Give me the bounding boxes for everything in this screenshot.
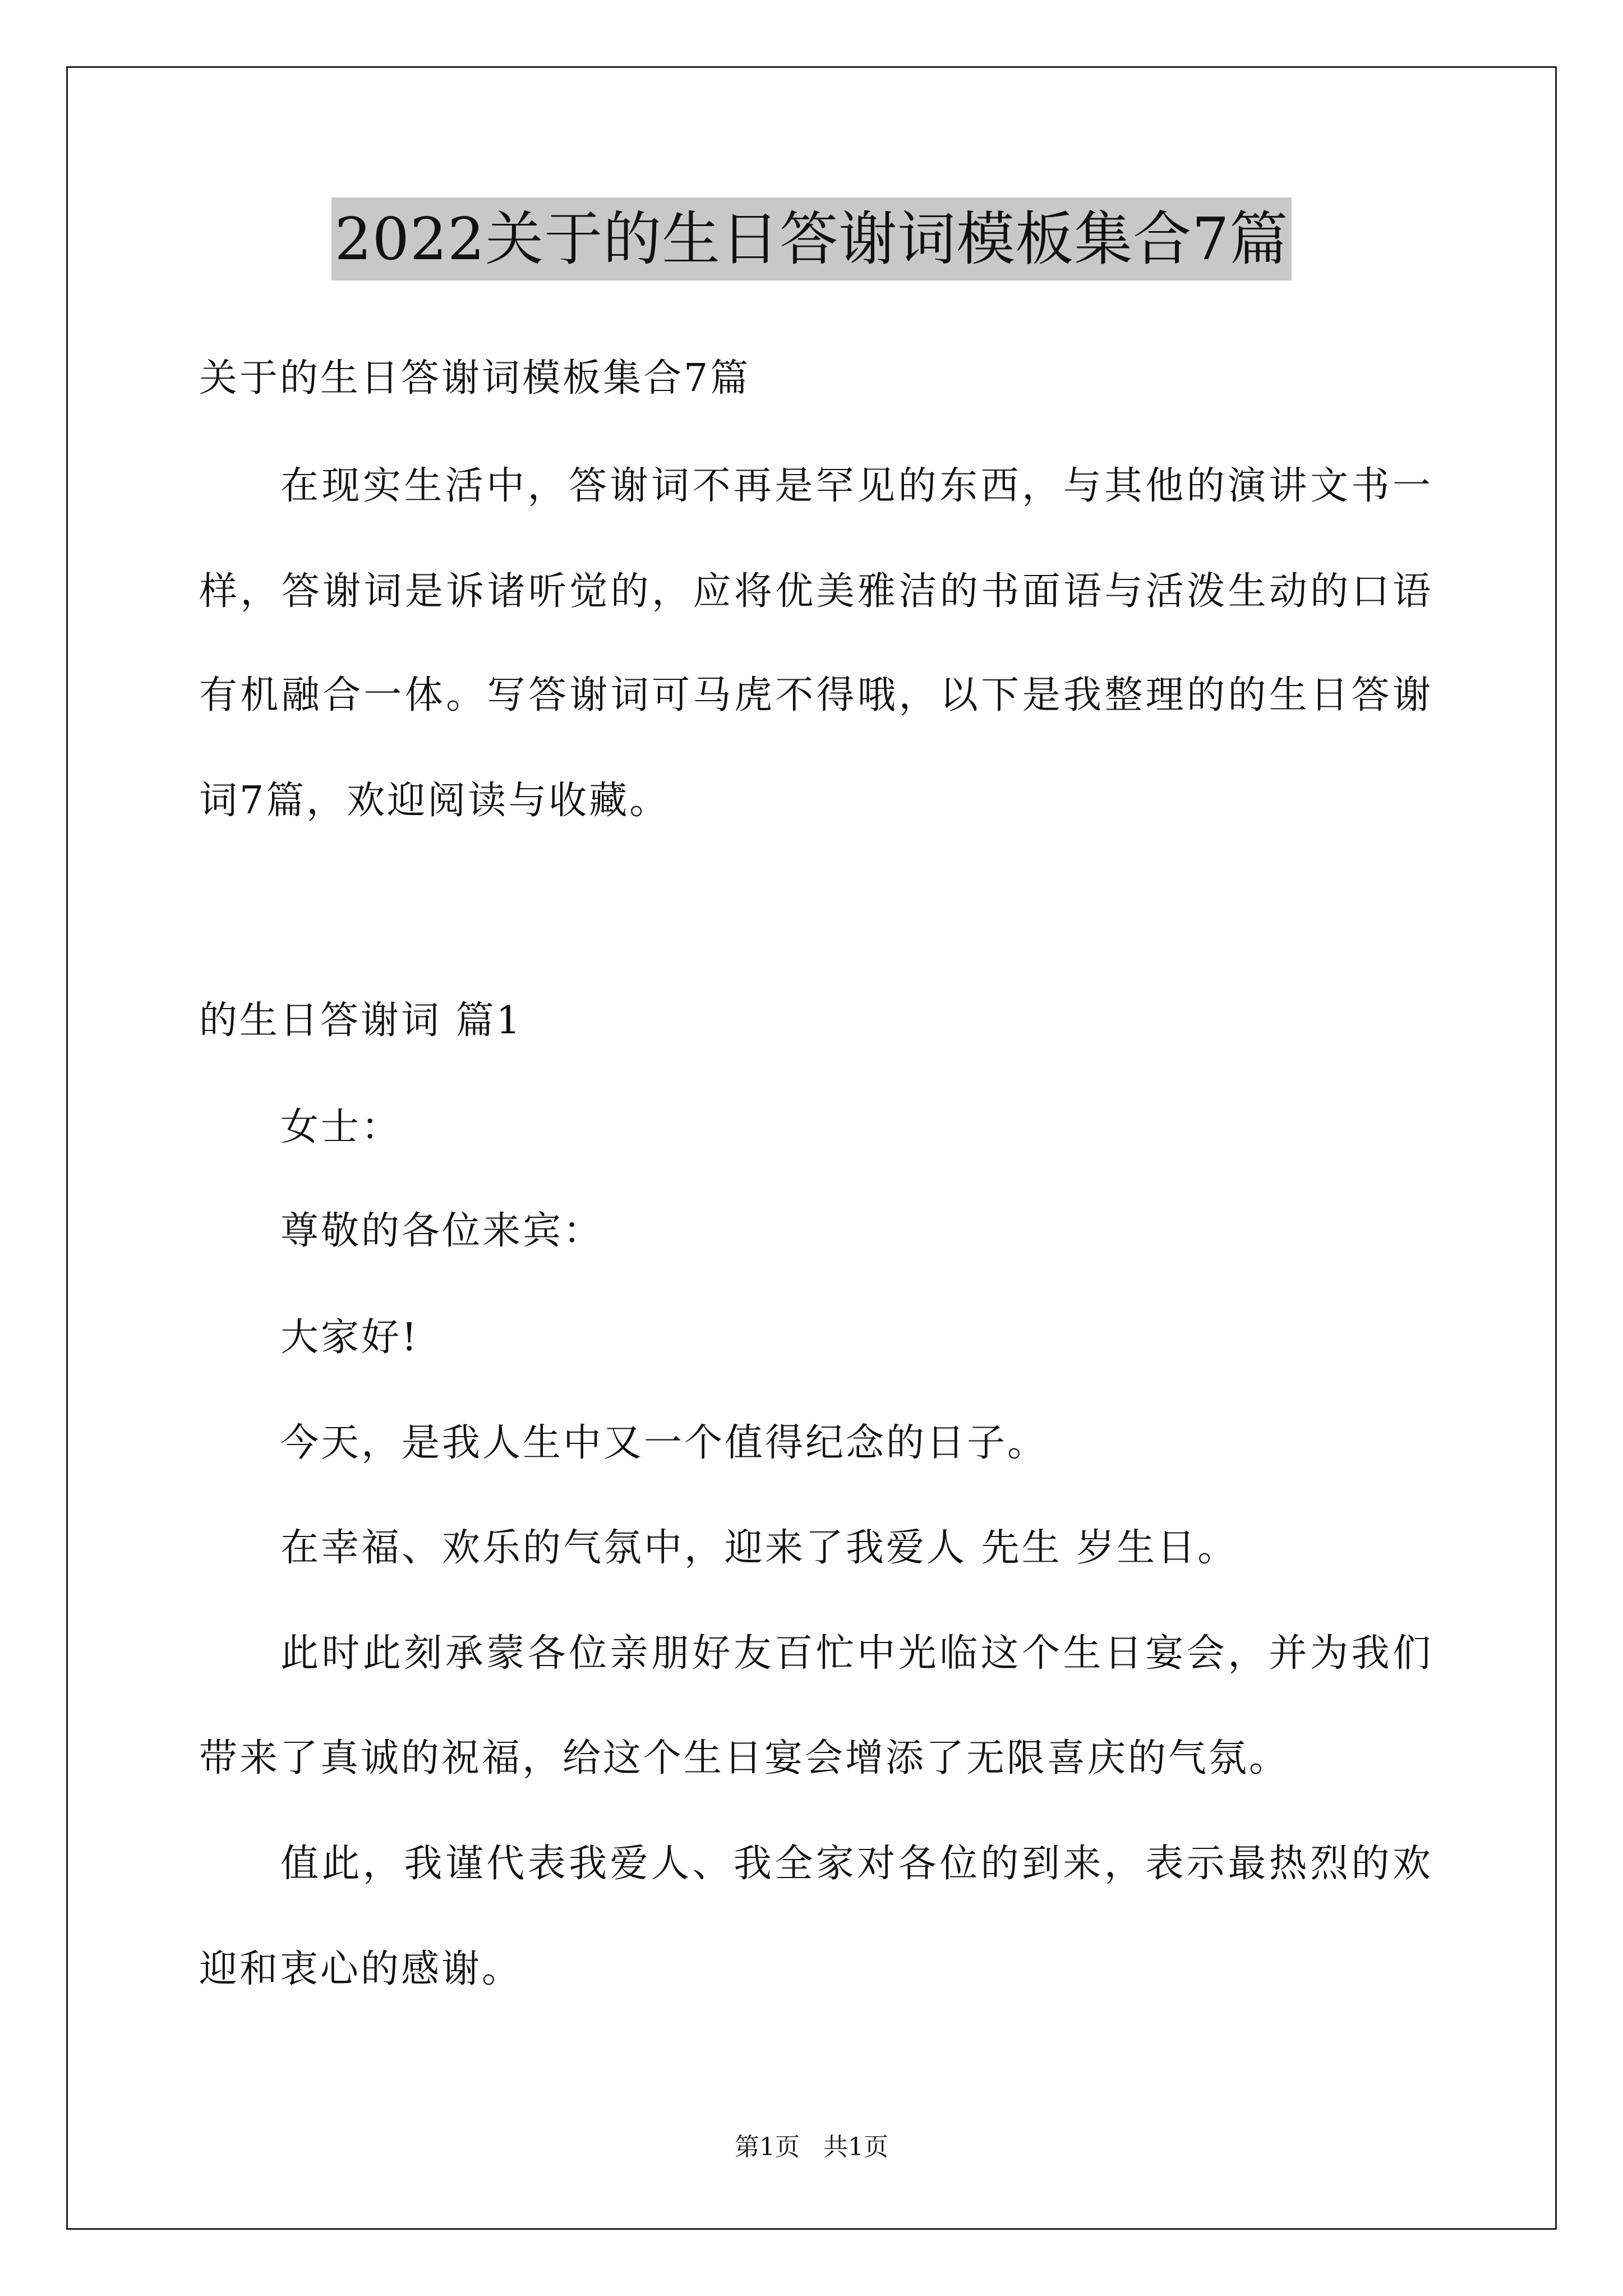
page-footer: [0, 2131, 1623, 2164]
paragraph-4-line-1: 值此，我谨代表我爱人、我全家对各位的到来，表示最热烈的欢: [280, 1842, 1433, 1886]
greeting: 大家好!: [280, 1315, 419, 1360]
paragraph-4-line-2: 迎和衷心的感谢。: [199, 1947, 523, 1991]
document-title: 2022关于的生日答谢词模板集合7篇: [331, 197, 1292, 280]
paragraph-3-line-2: 带来了真诚的祝福，给这个生日宴会增添了无限喜庆的气氛。: [199, 1736, 1290, 1780]
intro-line-1: 在现实生活中，答谢词不再是罕见的东西，与其他的演讲文书一: [280, 464, 1433, 508]
intro-line-4: 词7篇，欢迎阅读与收藏。: [199, 779, 670, 823]
page-number-total: 共1页: [823, 2133, 888, 2161]
intro-line-2: 样，答谢词是诉诸听觉的，应将优美雅洁的书面语与活泼生动的口语: [199, 569, 1433, 614]
paragraph-2: 在幸福、欢乐的气氛中，迎来了我爱人 先生 岁生日。: [280, 1526, 1238, 1570]
section-heading: 的生日答谢词 篇1: [199, 999, 523, 1043]
document-subtitle: 关于的生日答谢词模板集合7篇: [199, 356, 751, 401]
page-number-current: 第1页: [735, 2133, 800, 2161]
title-container: [0, 197, 1623, 280]
salutation-2: 尊敬的各位来宾：: [280, 1209, 604, 1253]
intro-line-3: 有机融合一体。写答谢词可马虎不得哦，以下是我整理的的生日答谢: [199, 673, 1433, 717]
paragraph-3-line-1: 此时此刻承蒙各位亲朋好友百忙中光临这个生日宴会，并为我们: [280, 1631, 1433, 1676]
salutation-1: 女士：: [280, 1105, 402, 1149]
paragraph-1: 今天，是我人生中又一个值得纪念的日子。: [280, 1421, 1048, 1465]
